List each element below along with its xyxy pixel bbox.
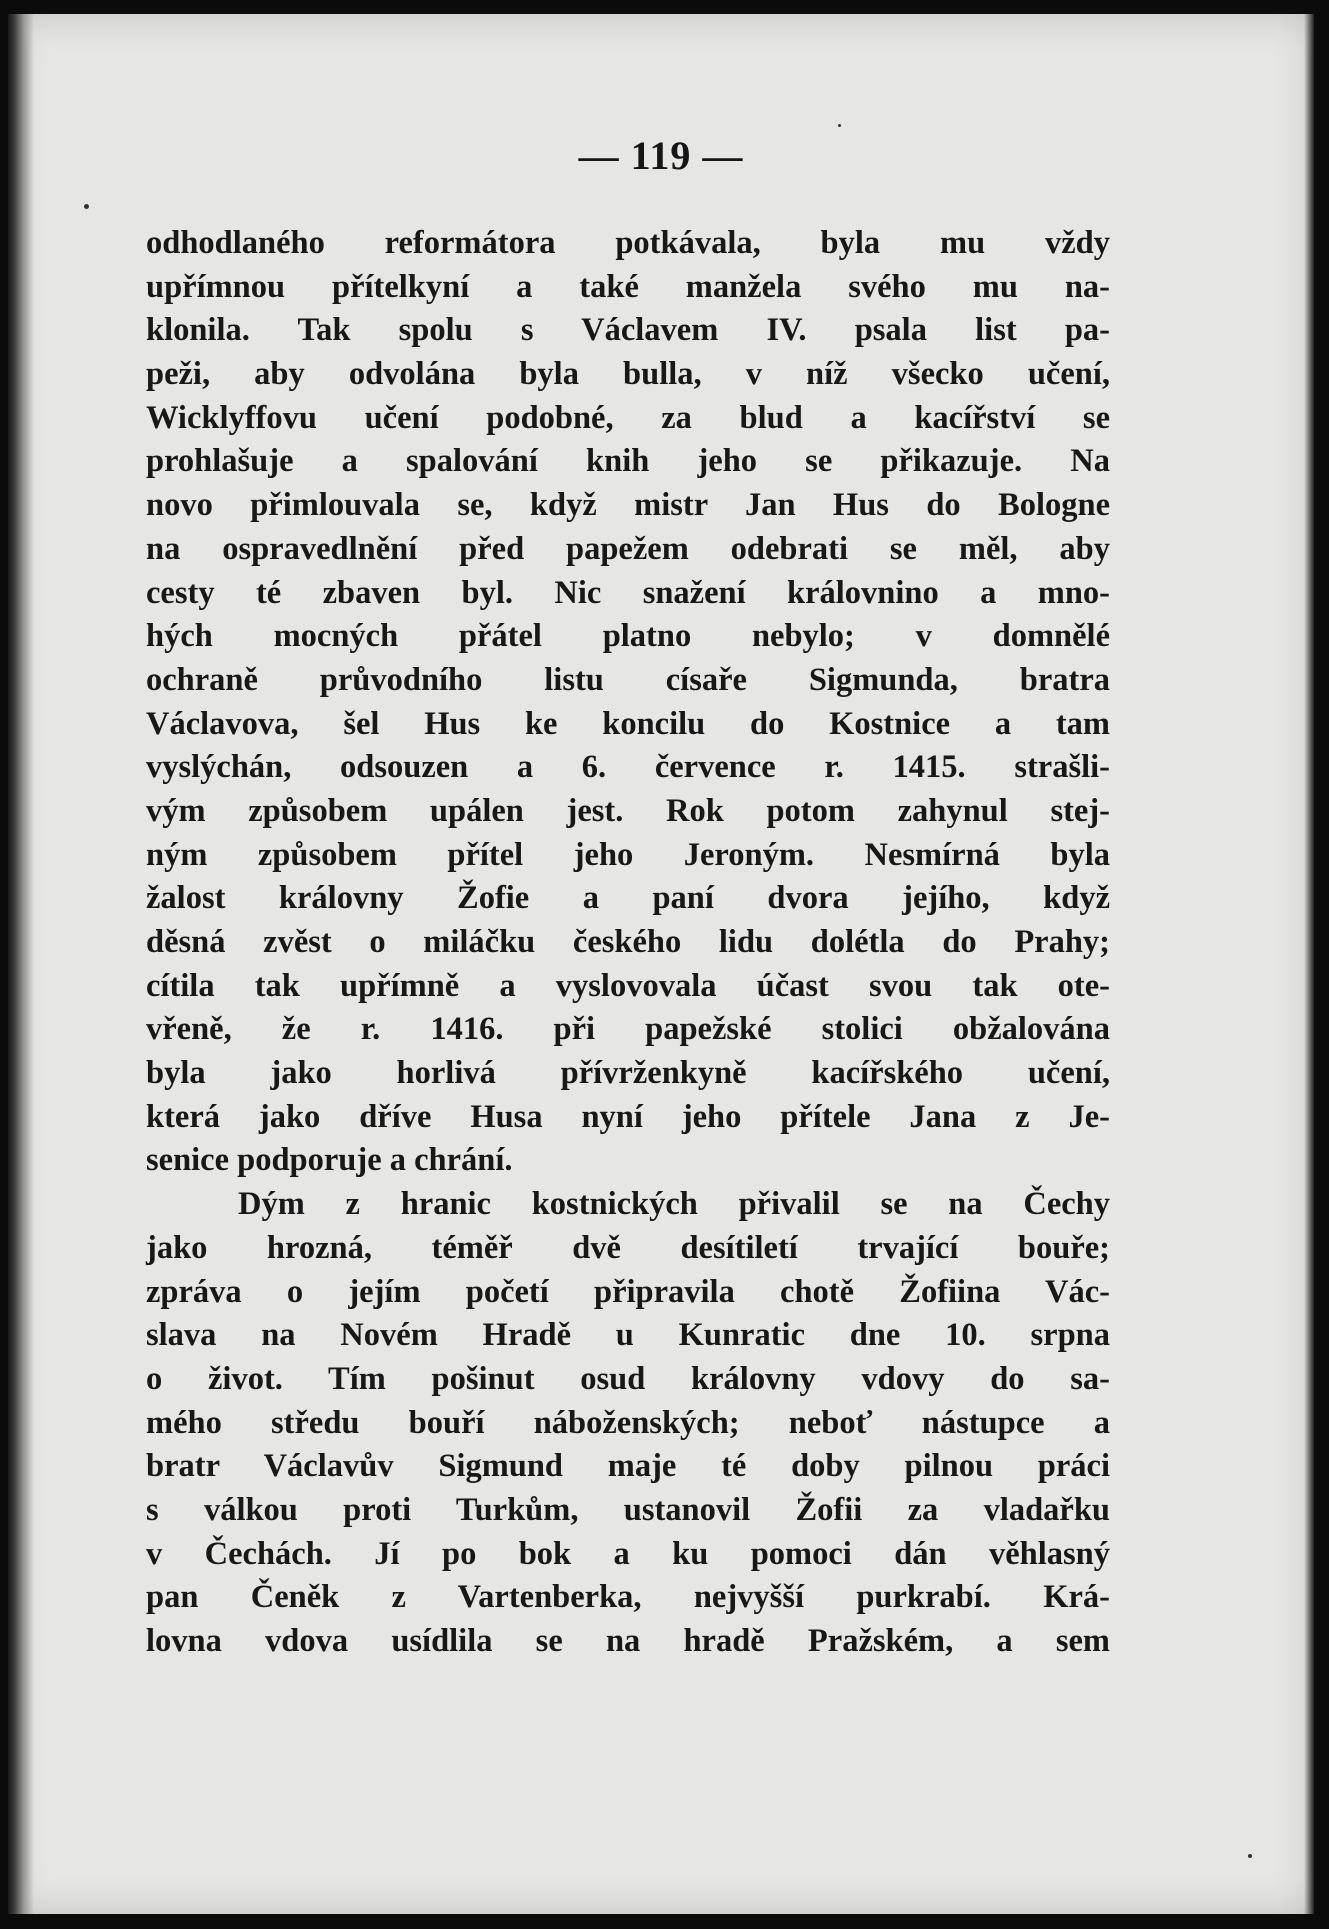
text-line: která jako dříve Husa nyní jeho přítele Jana z Je- — [146, 1098, 1110, 1135]
text-line: upřímnou přítelkyní a také manžela svého mu na- — [146, 268, 1110, 305]
text-line: s válkou proti Turkům, ustanovil Žofii za vladařku — [146, 1491, 1110, 1528]
book-page — [8, 14, 1314, 1914]
text-line: peži, aby odvolána byla bulla, v níž všecko učení, — [146, 356, 1110, 393]
text-line: o život. Tím pošinut osud královny vdovy do sa- — [146, 1360, 1110, 1397]
text-line: Václavova, šel Hus ke koncilu do Kostnice a tam — [146, 705, 1110, 742]
text-line: odhodlaného reformátora potkávala, byla mu vždy — [146, 225, 1110, 261]
text-line: vřeně, že r. 1416. při papežské stolici obžalována — [146, 1011, 1110, 1048]
text-line: byla jako horlivá přívrženkyně kacířského učení, — [146, 1055, 1110, 1092]
text-line: lovna vdova usídlila se na hradě Pražském, a sem — [146, 1623, 1110, 1659]
edge-shadow — [1304, 14, 1314, 1914]
text-line: pan Čeněk z Vartenberka, nejvyšší purkrabí. Krá- — [146, 1579, 1110, 1616]
text-line: vyslýchán, odsouzen a 6. července r. 1415. strašli- — [146, 749, 1110, 786]
text-line: prohlašuje a spalování knih jeho se přikazuje. Na — [146, 443, 1110, 480]
text-line: bratr Václavův Sigmund maje té doby pilnou práci — [146, 1448, 1110, 1485]
text-line: ným způsobem přítel jeho Jeroným. Nesmírná byla — [146, 836, 1110, 873]
text-line: cesty té zbaven byl. Nic snažení královnino a mno- — [146, 574, 1110, 611]
text-line: v Čechách. Jí po bok a ku pomoci dán věhlasný — [146, 1535, 1110, 1572]
speck — [84, 204, 89, 209]
text-line: vým způsobem upálen jest. Rok potom zahynul stej- — [146, 792, 1110, 829]
text-line: slava na Novém Hradě u Kunratic dne 10. srpna — [146, 1317, 1110, 1354]
text-line: hých mocných přátel platno nebylo; v domnělé — [146, 618, 1110, 655]
text-line: klonila. Tak spolu s Václavem IV. psala list pa- — [146, 312, 1110, 349]
text-line: ochraně průvodního listu císaře Sigmunda, bratra — [146, 661, 1110, 698]
text-line: cítila tak upřímně a vyslovovala účast svou tak ote- — [146, 967, 1110, 1004]
body-text — [146, 222, 1110, 1664]
text-line: Dým z hranic kostnických přivalil se na Čechy — [238, 1186, 1110, 1223]
text-line: na ospravedlnění před papežem odebrati se měl, aby — [146, 530, 1110, 567]
text-line: děsná zvěst o miláčku českého lidu dolétla do Prahy; — [146, 924, 1110, 960]
speck — [838, 124, 841, 127]
text-line: žalost královny Žofie a paní dvora jejího, když — [146, 880, 1110, 917]
page-number: — 119 — — [578, 133, 744, 178]
text-line: senice podporuje a chrání. — [146, 1142, 513, 1179]
binding-shadow — [8, 14, 34, 1914]
text-line: jako hrozná, téměř dvě desítiletí trvající bouře; — [146, 1229, 1110, 1266]
text-line: mého středu bouří náboženských; neboť nástupce a — [146, 1404, 1110, 1441]
text-line: Wicklyffovu učení podobné, za blud a kacířství se — [146, 399, 1110, 436]
text-line: novo přimlouvala se, když mistr Jan Hus do Bologne — [146, 487, 1110, 524]
text-line: zpráva o jejím početí připravila chotě Žofiina Vác- — [146, 1273, 1110, 1310]
speck — [1248, 1854, 1252, 1858]
